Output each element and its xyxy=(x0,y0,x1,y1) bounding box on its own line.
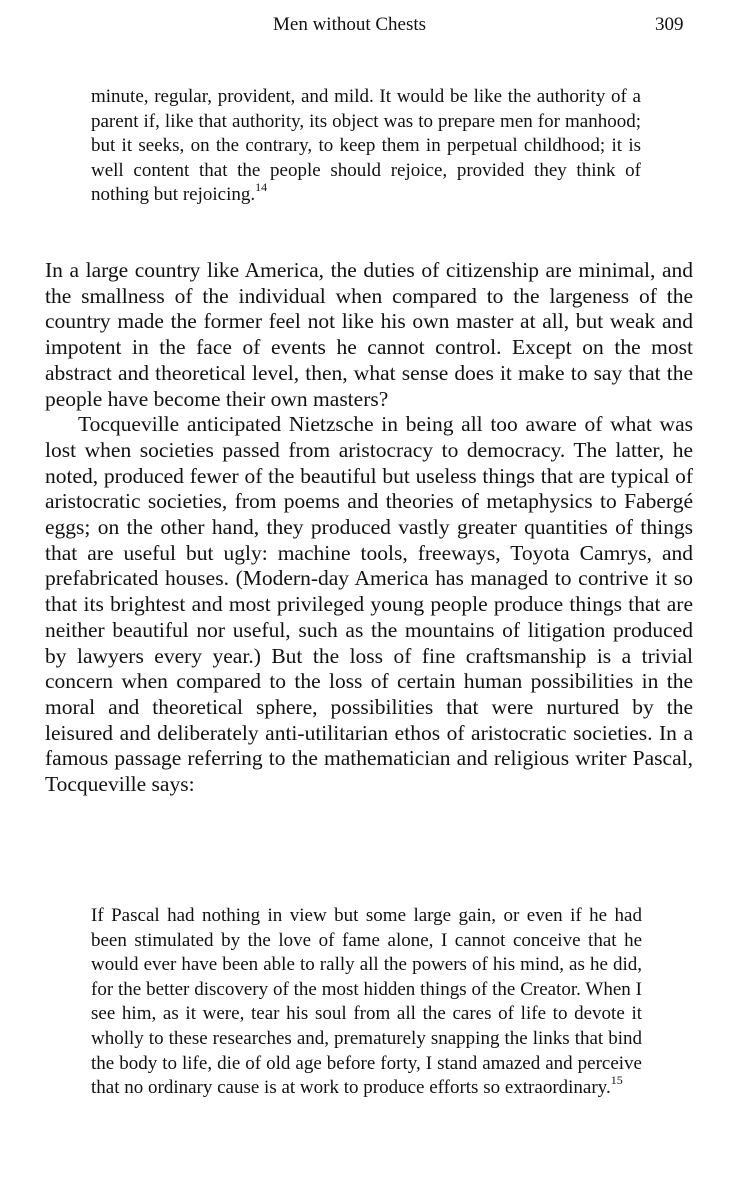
footnote-marker-14: 14 xyxy=(255,180,268,195)
block-quote-pascal xyxy=(91,904,642,1101)
paragraph-aristocracy-democracy: Tocqueville anticipated Nietzsche in being all too aware of what was lost when societies passed from aristocracy to democracy. The latter, he noted, produced fewer of the beautiful but useless things that are typical of aristocratic societies, from poems and theories of metaphysics to Fabergé eggs; on the other hand, they produced vastly greater quantities of things that are useful but ugly: machine tools, freeways, Toyota Camrys, and prefabricated houses. (Modern-day America has managed to contrive it so that its brightest and most privileged young people produce things that are neither beautiful nor useful, such as the mountains of litigation produced by lawyers every year.) But the loss of fine craftsmanship is a trivial concern when compared to the loss of certain human possibilities in the moral and theoretical sphere, possibilities that were nurtured by the leisured and deliberately anti-utilitarian ethos of aristocratic societies. In a famous passage referring to the mathematician and religious writer Pascal, Tocqueville says: xyxy=(45,412,693,797)
block-quote-text: If Pascal had nothing in view but some large gain, or even if he had been stimulated by the love of fame alone, I cannot conceive that he would ever have been able to rally all the powers of his mind, as he did, for the better discovery of the most hidden things of the Creator. When I see him, as it were, tear his soul from all the cares of life to devote it wholly to these researches and, prematurely snapping the links that bind the body to life, die of old age before forty, I stand amazed and perceive that no ordinary cause is at work to produce efforts so extraordinary. xyxy=(91,905,642,1099)
block-quote-tocqueville-despotism xyxy=(91,85,641,208)
body-text xyxy=(45,258,693,798)
running-header xyxy=(0,14,736,42)
footnote-marker-15: 15 xyxy=(610,1073,623,1088)
running-title: Men without Chests xyxy=(273,14,427,35)
page-number: 309 xyxy=(655,14,684,35)
paragraph-citizenship: In a large country like America, the duties of citizenship are minimal, and the smallness of the individual when compared to the largeness of the country made the former feel not like his own master at all, but weak and impotent in the face of events he cannot control. Except on the most abstract and theoretical level, then, what sense does it make to say that the people have become their own masters? xyxy=(45,258,693,411)
block-quote-text: minute, regular, provident, and mild. It would be like the authority of a parent if, like that authority, its object was to prepare men for manhood; but it seeks, on the contrary, to keep them in perpetual childhood; it is well content that the people should rejoice, provided they think of nothing but rejoicing. xyxy=(91,86,641,206)
